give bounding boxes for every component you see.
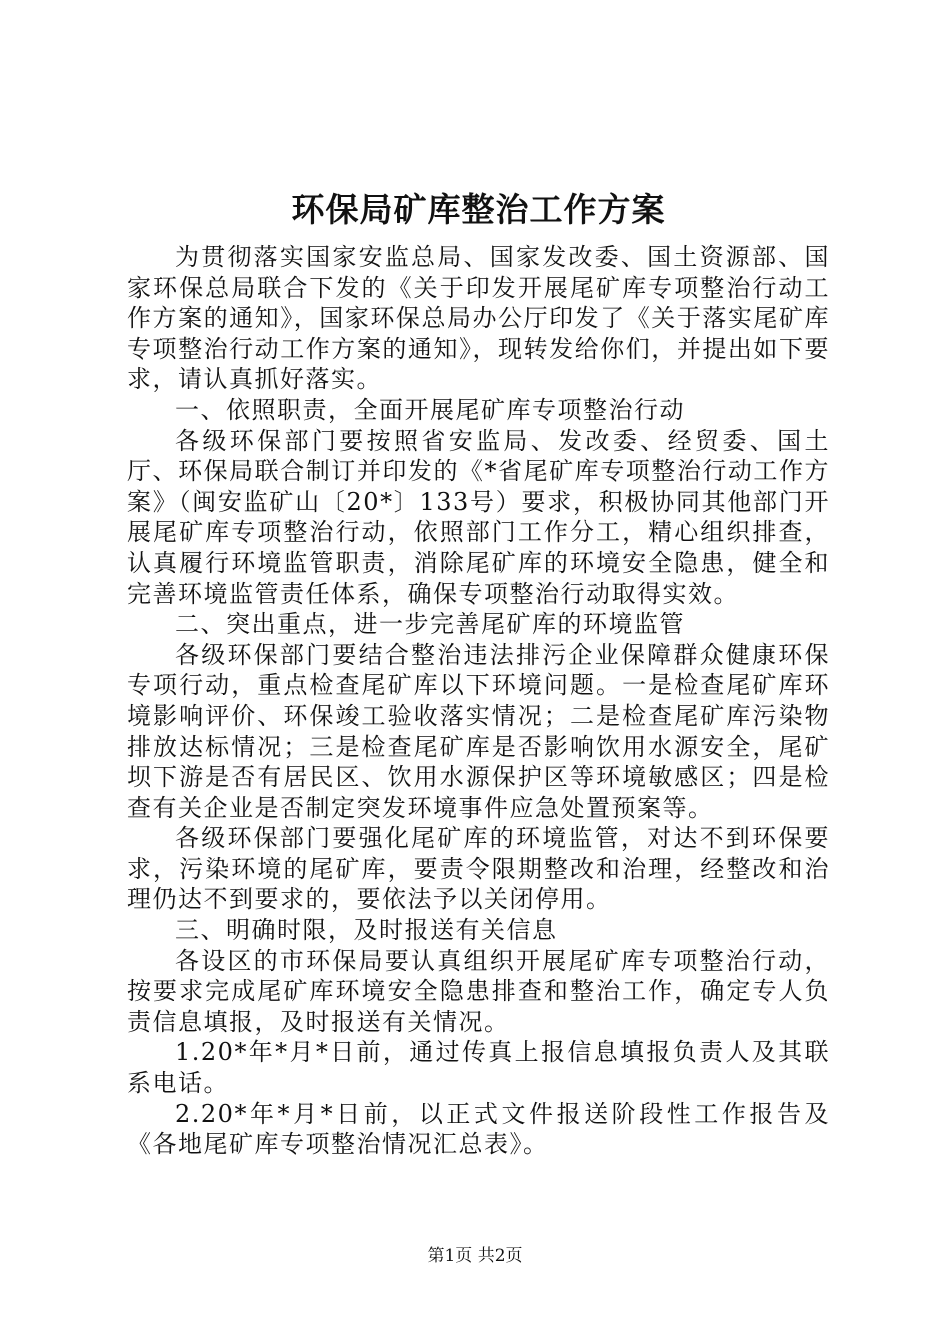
- list-item-2: 2.20*年*月*日前，以正式文件报送阶段性工作报告及《各地尾矿库专项整治情况汇总表》。: [127, 1099, 830, 1159]
- section-1-paragraph: 各级环保部门要按照省安监局、发改委、经贸委、国土厅、环保局联合制订并印发的《*省尾矿库专项整治行动工作方案》（闽安监矿山〔20*〕133号）要求，积极协同其他部门开展尾矿库专项整治行动，依照部门工作分工，精心组织排查，认真履行环境监管职责，消除尾矿库的环境安全隐患，健全和完善环境监管责任体系，确保专项整治行动取得实效。: [127, 426, 830, 608]
- document-title: 环保局矿库整治工作方案: [291, 190, 666, 229]
- list-item-1: 1.20*年*月*日前，通过传真上报信息填报负责人及其联系电话。: [127, 1038, 830, 1098]
- section-2-paragraph-2: 各级环保部门要强化尾矿库的环境监管，对达不到环保要求，污染环境的尾矿库，要责令限期整改和治理，经整改和治理仍达不到要求的，要依法予以关闭停用。: [127, 824, 830, 914]
- intro-paragraph: 为贯彻落实国家安监总局、国家发改委、国土资源部、国家环保总局联合下发的《关于印发开展尾矿库专项整治行动工作方案的通知》，国家环保总局办公厅印发了《关于落实尾矿库专项整治行动工作方案的通知》，现转发给你们，并提出如下要求，请认真抓好落实。: [127, 243, 830, 394]
- section-2-paragraph-1: 各级环保部门要结合整治违法排污企业保障群众健康环保专项行动，重点检查尾矿库以下环境问题。一是检查尾矿库环境影响评价、环保竣工验收落实情况；二是检查尾矿库污染物排放达标情况；三是检查尾矿库是否影响饮用水源安全，尾矿坝下游是否有居民区、饮用水源保护区等环境敏感区；四是检查有关企业是否制定突发环境事件应急处置预案等。: [127, 640, 830, 822]
- section-heading-3: 三、明确时限，及时报送有关信息: [175, 916, 558, 945]
- page-number-footer: 第1页 共2页: [427, 1246, 523, 1266]
- section-heading-1: 一、依照职责，全面开展尾矿库专项整治行动: [175, 395, 685, 424]
- section-heading-2: 二、突出重点，进一步完善尾矿库的环境监管: [175, 610, 685, 639]
- section-3-paragraph: 各设区的市环保局要认真组织开展尾矿库专项整治行动，按要求完成尾矿库环境安全隐患排查和整治工作，确定专人负责信息填报，及时报送有关情况。: [127, 946, 830, 1036]
